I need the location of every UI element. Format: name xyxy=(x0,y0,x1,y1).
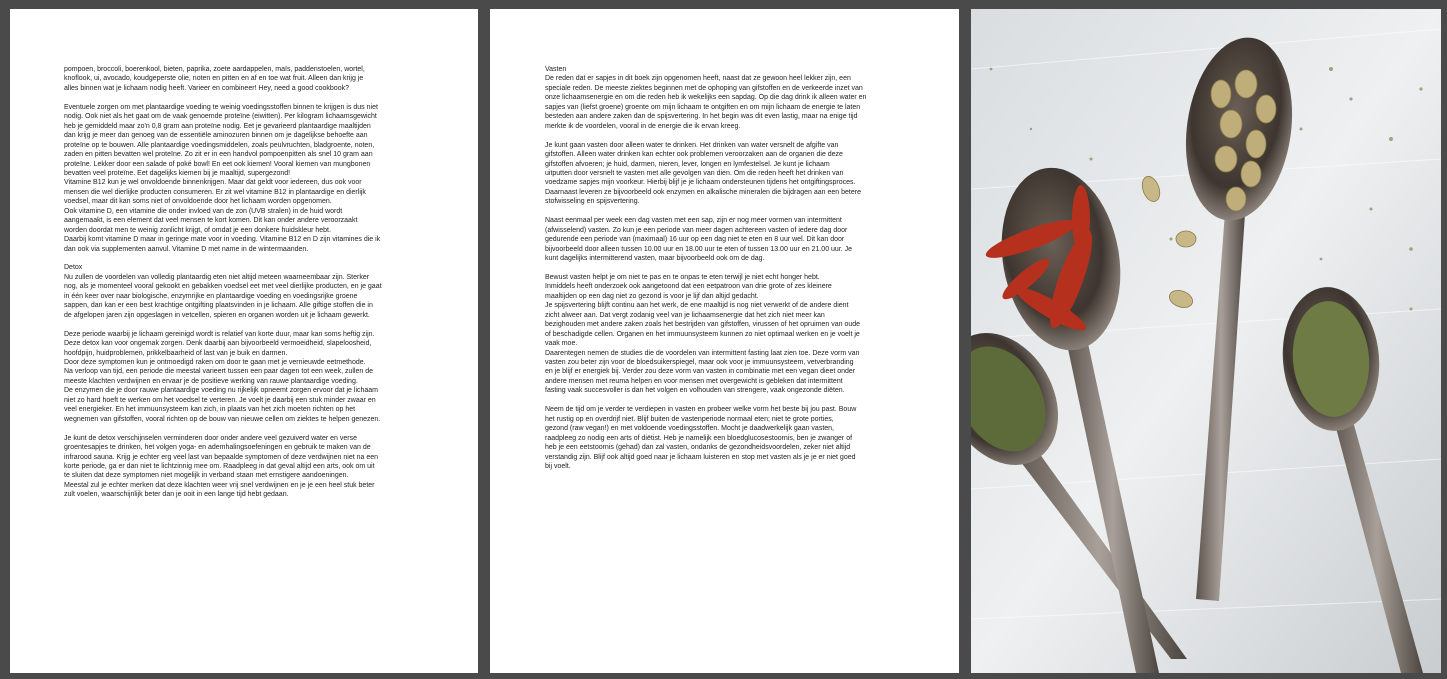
paragraph xyxy=(64,263,432,320)
text-line: speciale reden. De meeste ziektes beginnen met de ophoping van gifstoffen en de verkeerde inzet van xyxy=(545,84,863,92)
text-line: voedzame sapjes mijn voorkeur. Hierbij blijf je je lichaam ondersteunen tijdens het ontgiftingsproces. xyxy=(545,179,856,187)
text-line: de afgelopen jaren zijn opgeslagen in vetcellen, spieren en organen worden uit je lichaam gewerkt. xyxy=(64,311,370,319)
text-line: niet zo hard hoeft te werken om het voedsel te verteren. Je voelt je daarbij een stuk minder zwaar en xyxy=(64,396,376,404)
text-line: sappen, dan kan er een best krachtige ontgifting plaatsvinden in je lichaam. Alle giftige stoffen die in xyxy=(64,302,373,310)
text-line: (afwisselend) vasten. Zo kun je een periode van meer dagen achtereen vasten of iedere dag door xyxy=(545,226,848,234)
text-line: andere mensen met reuma helpen en voor mensen met overgewicht is gebleken dat intermittent xyxy=(545,377,843,385)
text-line: korte periode, ga er dan niet te lichtzinnig mee om. Raadpleeg in dat geval altijd een arts, ook om uit xyxy=(64,462,375,470)
text-line: meeste klachten verdwijnen en ervaar je de positieve werking van rauwe plantaardige voeding. xyxy=(64,377,358,385)
text-line: sapjes van (liefst groene) groente om mijn lichaam te ontgiften en om mijn lichaam de energie te laten xyxy=(545,103,861,111)
text-line: dan ook via supplementen aanvul. Vitamine D met name in de wintermaanden. xyxy=(64,245,309,253)
text-line: Je kunt de detox verschijnselen verminderen door onder andere veel gezuiverd water en verse xyxy=(64,434,358,442)
text-line: nodig. Ook niet als het gaat om de vaak genoemde proteïne (eiwitten). Per kilogram lichaamsgewicht xyxy=(64,113,377,121)
text-line: dan krijg je meer dan genoeg van de essentiële aminozuren binnen om je dagelijkse behoefte aan xyxy=(64,132,368,140)
text-line: Deze periode waarbij je lichaam gereinigd wordt is relatief van korte duur, maar kan soms heftig zijn. xyxy=(64,330,375,338)
text-line: wegnemen van gifstoffen, vooral richten op de bouw van nieuwe cellen om ziektes te helpen genezen. xyxy=(64,415,381,423)
text-line: Nu zullen de voordelen van volledig plantaardig eten niet altijd meteen waarneembaar zijn. Sterker xyxy=(64,273,370,281)
paragraph xyxy=(545,216,915,263)
text-line: zult voelen, waarschijnlijk beter dan je ooit in een lange tijd hebt gedaan. xyxy=(64,491,289,499)
text-line: alles binnen wat je lichaam nodig heeft. Varieer en combineer! Hey, need a good cookbook? xyxy=(64,84,349,92)
text-line: gifstoffen. Alleen water drinken kan echter ook problemen veroorzaken aan de organen die deze xyxy=(545,151,843,159)
paragraph xyxy=(64,330,432,425)
text-line: maaltijden op een dag niet zo gezond is voor je lijf dan altijd gedacht. xyxy=(545,292,759,300)
text-line: pompoen, broccoli, boerenkool, bieten, paprika, zoete aardappelen, maïs, paddenstoelen, wortel, xyxy=(64,66,365,73)
text-line: Ook vitamine D, een vitamine die onder invloed van de zon (UVB stralen) in de huid wordt xyxy=(64,207,343,215)
text-line: Bewust vasten helpt je om niet te pas en te onpas te eten terwijl je niet echt honger hebt. xyxy=(545,273,820,281)
text-line: vaak moe. xyxy=(545,340,578,348)
paragraph xyxy=(545,65,915,131)
text-line: Je spijsvertering blijft continu aan het werk, de ene maaltijd is nog niet verwerkt of de andere dient xyxy=(545,302,849,310)
text-line: Naast eenmaal per week een dag vasten met een sap, zijn er nog meer vormen van intermittent xyxy=(545,217,842,225)
text-line: Inmiddels heeft onderzoek ook aangetoond dat een eetpatroon van drie grote of zes kleinere xyxy=(545,283,832,291)
text-line: Daarentegen nemen de studies die de voordelen van intermittent fasting laat zien toe. Deze vorm van xyxy=(545,349,860,357)
text-line: hoofdpijn, huidproblemen, prikkelbaarheid of last van je buik en darmen. xyxy=(64,349,288,357)
text-line: Meestal zul je echter merken dat deze klachten weer vrij snel verdwijnen en je je een heel stuk beter xyxy=(64,481,375,489)
text-line: besteden aan andere zaken dan de spijsvertering. In het begin was dit even lastig, maar na enige tijd xyxy=(545,113,858,121)
text-line: zicht alweer aan. Dat vergt zodanig veel van je lichaamsenergie dat het zich niet meer kan xyxy=(545,311,825,319)
text-line: Vitamine B12 kun je wel onvoldoende binnenkrijgen. Maar dat geldt voor iedereen, dus ook voor xyxy=(64,179,362,187)
page-left xyxy=(10,9,478,673)
text-line: kunt dagelijks intermitterend vasten, maar bijvoorbeeld ook om de dag. xyxy=(545,255,765,263)
text-line: Deze detox kan voor ongemak zorgen. Denk daarbij aan bijvoorbeeld vermoeidheid, slapeloosheid, xyxy=(64,340,372,348)
page-text-left xyxy=(64,65,432,509)
text-line: De enzymen die je door rauwe plantaardige voeding nu rijkelijk opneemt zorgen ervoor dat je lichaam xyxy=(64,387,379,395)
text-line: De reden dat er sapjes in dit boek zijn opgenomen heeft, naast dat ze gewoon heel lekker zijn, een xyxy=(545,75,851,83)
text-line: gedurende een periode van (maximaal) 16 uur op een dag niet te eten en 8 uur wel. Dit kan door xyxy=(545,236,845,244)
text-line: worden doordat men te weinig zonlicht krijgt, of omdat je een donkere huidskleur hebt. xyxy=(64,226,331,234)
text-line: proteïne. Lekker door een salade of poké bowl! En eet ook kiemen! Vooral kiemen van mungbonen xyxy=(64,160,371,168)
text-line: of beschadigde cellen. Organen en het immuunsysteem kunnen zo niet optimaal werken en je voelt je xyxy=(545,330,860,338)
spices-spoons-photo xyxy=(971,9,1441,673)
text-line: Na verloop van tijd, een periode die meestal varieert tussen een paar dagen tot een week, zullen de xyxy=(64,368,373,376)
text-line: vasten zou beter zijn voor de bloedsuikerspiegel, maar ook voor je immuunsysteem, vetverbranding xyxy=(545,359,854,366)
text-line: Daarbij komt vitamine D maar in geringe mate voor in voeding. Vitamine B12 en D zijn vitamines die ik xyxy=(64,236,381,244)
text-line: gifstoffen afvoeren; je huid, darmen, nieren, lever, longen en lymfestelsel. Je kunt je lichaam xyxy=(545,160,830,168)
text-line: mensen die wel dierlijke producten consumeren. Er zit wel vitamine B12 in plantaardige en dierlijk xyxy=(64,188,366,196)
text-line: heb je een eetstoornis (gehad) dan zal vasten, ondanks de gezondheidsvoordelen, zeker niet altijd xyxy=(545,444,851,452)
text-line: aangemaakt, is een element dat veel mensen te kort komen. Dit kan onder andere veroorzaakt xyxy=(64,217,358,225)
text-line: zaden en pitten bevatten wel proteïne. Zo zit er in een handvol pompoenpitten als snel 10 gram aan xyxy=(64,151,373,159)
paragraph xyxy=(545,405,915,471)
text-line: stofwisseling en spijsvertering. xyxy=(545,198,640,206)
text-line: Daarnaast leveren ze bijvoorbeeld ook enzymen en alkalische mineralen die bijdragen aan een betere xyxy=(545,188,861,196)
text-line: bezighouden met andere zaken zoals het bestrijden van gifstoffen, virussen of het opruimen van oude xyxy=(545,321,861,329)
text-line: veel energieker. En het immuunsysteem kan zich, in plaats van het zich moeten richten op het xyxy=(64,406,356,414)
text-line: Eventuele zorgen om met plantaardige voeding te weinig voedingsstoffen binnen te krijgen is dus niet xyxy=(64,103,378,111)
page-middle xyxy=(490,9,959,673)
text-line: uitputten door versnelt te vasten met alle gevolgen van dien. Om die reden heeft het drinken van xyxy=(545,169,844,177)
section-heading: Detox xyxy=(64,264,83,272)
paragraph xyxy=(64,65,432,93)
text-line: Door deze symptomen kun je ontmoedigd raken om door te gaan met je vernieuwde eetmethode. xyxy=(64,359,366,366)
text-line: groentesapjes te drinken, het volgen yoga- en ademhalingsoefeningen en gebruik te maken van de xyxy=(64,444,371,452)
text-line: proteïne op te bouwen. Alle plantaardige voedingsmiddelen, zoals peulvruchten, bladgroente, noten, xyxy=(64,141,375,149)
text-line: in één keer over naar biologische, enzymrijke en plantaardige voeding en voedingsrijke groene xyxy=(64,292,358,300)
text-line: het rustig op en overdrijf niet. Blijf buiten de vastenperiode normaal eten; niet te grote porties, xyxy=(545,415,834,423)
text-line: Je kunt gaan vasten door alleen water te drinken. Het drinken van water versnelt de afgifte van xyxy=(545,141,839,149)
text-line: heb je gemiddeld maar zo'n 0,8 gram aan proteïne nodig. Eet je gevarieerd plantaardige maaltijden xyxy=(64,122,371,130)
text-line: bij voelt. xyxy=(545,462,571,470)
text-line: te sluiten dat deze symptomen niet mogelijk in verband staan met ernstigere aandoeningen. xyxy=(64,472,349,480)
paragraph xyxy=(64,103,432,254)
text-line: onze lichaamsenergie en om die reden heb ik wekelijks een sapdag. Op die dag drink ik alleen water en xyxy=(545,94,867,102)
text-line: raadpleeg zo nodig een arts of diëtist. Heb je namelijk een bloedglucosestoornis, ben je zwanger of xyxy=(545,434,853,442)
text-line: nog, als je momenteel vooral gekookt en gebakken voedsel eet met veel dierlijke producten, en je gaat xyxy=(64,283,382,291)
section-heading: Vasten xyxy=(545,66,567,73)
text-line: verstandig zijn. Blijf ook altijd goed naar je lichaam luisteren en stop met vasten als je je er niet goed xyxy=(545,453,856,461)
page-text-middle xyxy=(545,65,915,481)
text-line: fasting vaak succesvoller is dan het volgen en volhouden van strengere, vaak ongezonde diëten. xyxy=(545,387,845,395)
text-line: knoflook, ui, avocado, koudgeperste olie, noten en pitten en af en toe wat fruit. Alleen dan krijg je xyxy=(64,75,364,83)
text-line: infrarood sauna. Krijg je echter erg veel last van bepaalde symptomen of deze verdwijnen niet na een xyxy=(64,453,379,461)
text-line: bevatten veel proteïne. Eet dagelijks kiemen bij je maaltijd, supergezond! xyxy=(64,169,291,177)
paragraph xyxy=(545,273,915,396)
text-line: merkte ik de voordelen, vooral in de energie die ik ervan kreeg. xyxy=(545,122,741,130)
text-line: en je blijf er energiek bij. Verder zou deze vorm van vasten in combinatie met een vegan dieet onder xyxy=(545,368,856,376)
text-line: Neem de tijd om je verder te verdiepen in vasten en probeer welke vorm het beste bij jou past. Bouw xyxy=(545,406,857,414)
text-line: gezond (raw vegan!) en met voldoende voedingsstoffen. Mocht je daadwerkelijk gaan vasten, xyxy=(545,425,834,433)
page-right-photo xyxy=(971,9,1441,673)
paragraph xyxy=(545,141,915,207)
text-line: voedsel, maar dit kan soms niet of onvoldoende door het lichaam worden opgenomen. xyxy=(64,198,332,206)
paragraph xyxy=(64,434,432,500)
text-line: bijvoorbeeld door alleen tussen 10.00 uur en 18.00 uur te eten of tussen 13.00 uur en 21.00 uur. Je xyxy=(545,245,853,253)
